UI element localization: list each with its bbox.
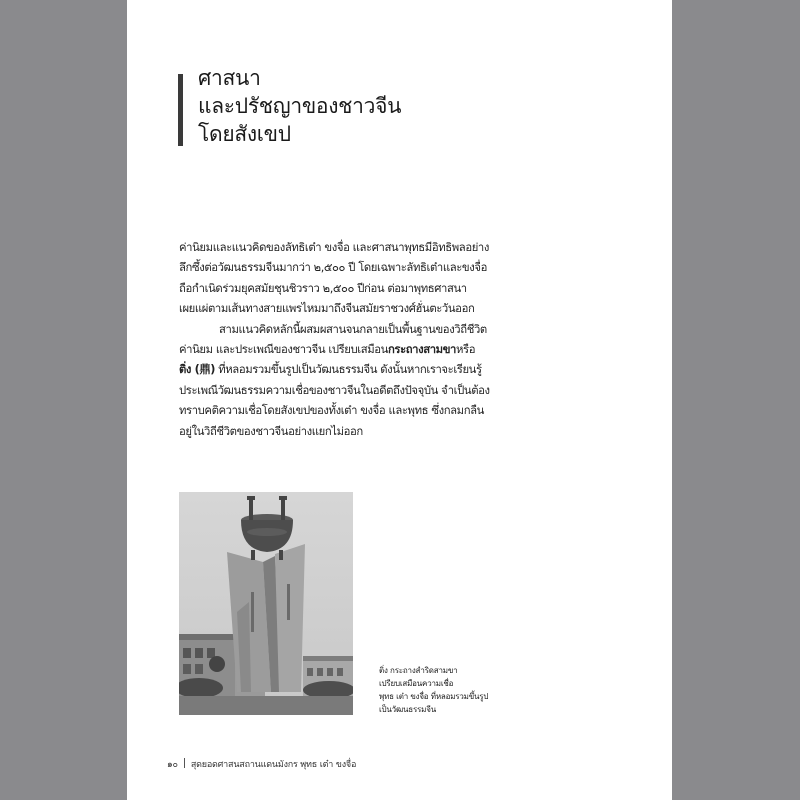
bold-term: กระถางสามขา [387, 343, 456, 357]
paragraph-line: ทราบคติความเชื่อโดยสังเขปของทั้งเต๋า ขงจื่อ และพุทธ ซึ่งกลมกลืน [179, 404, 484, 418]
paragraph-line: สามแนวคิดหลักนี้ผสมผสานจนกลายเป็นพื้นฐานของวิถีชีวิต [219, 322, 487, 336]
paragraph-line: ลึกซึ้งต่อวัฒนธรรมจีนมากว่า ๒,๕๐๐ ปี โดยเฉพาะลัทธิเต๋าและขงจื่อ [179, 261, 487, 275]
caption-line: เป็นวัฒนธรรมจีน [379, 705, 436, 714]
caption-line: ติ่ง กระถางสำริดสามขา [379, 666, 458, 675]
title-line: ศาสนา [198, 66, 261, 90]
page-footer [167, 757, 356, 771]
paragraph-line: ประเพณีวัฒนธรรมความเชื่อของชาวจีนในอดีตถึงปัจจุบัน จำเป็นต้อง [179, 383, 490, 397]
paragraph-line: ถือกำเนิดร่วมยุคสมัยชุนชิวราว ๒,๕๐๐ ปีก่อน ต่อมาพุทธศาสนา [179, 281, 467, 295]
book-title: สุดยอดศาสนสถานแดนมังกร พุทธ เต๋า ขงจื่อ [190, 760, 357, 770]
book-page [127, 0, 672, 800]
caption-line: พุทธ เต๋า ขงจื่อ ที่หลอมรวมขึ้นรูป [379, 692, 489, 701]
text-run: ที่หลอมรวมขึ้นรูปเป็นวัฒนธรรมจีน ดังนั้นหากเราจะเรียนรู้ [215, 363, 482, 377]
body-text [179, 238, 557, 442]
paragraph-line: ค่านิยมและแนวคิดของลัทธิเต๋า ขงจื่อ และศาสนาพุทธมีอิทธิพลอย่าง [179, 241, 489, 254]
chapter-title [198, 64, 401, 148]
footer-divider [184, 758, 185, 768]
paragraph-line: เผยแผ่ตามเส้นทางสายแพรไหมมาถึงจีนสมัยราชวงศ์ฮั่นตะวันออก [179, 302, 475, 316]
ding-monument-photo [179, 492, 353, 715]
paragraph-line [179, 340, 557, 360]
bold-term: ติ่ง (鼎) [179, 363, 216, 377]
paragraph-line [179, 360, 557, 380]
photo-caption [379, 664, 488, 716]
title-line: และปรัชญาของชาวจีน [198, 94, 402, 118]
title-line: โดยสังเขป [198, 122, 291, 146]
photo-illustration [179, 492, 353, 715]
page-number: ๑๐ [167, 760, 178, 770]
text-run: ค่านิยม และประเพณีของชาวจีน เปรียบเสมือน [179, 343, 388, 357]
text-run: หรือ [456, 343, 476, 357]
caption-line: เปรียบเสมือนความเชื่อ [379, 679, 454, 688]
title-accent-bar [178, 74, 183, 146]
paragraph-line: อยู่ในวิถีชีวิตของชาวจีนอย่างแยกไม่ออก [179, 424, 363, 438]
